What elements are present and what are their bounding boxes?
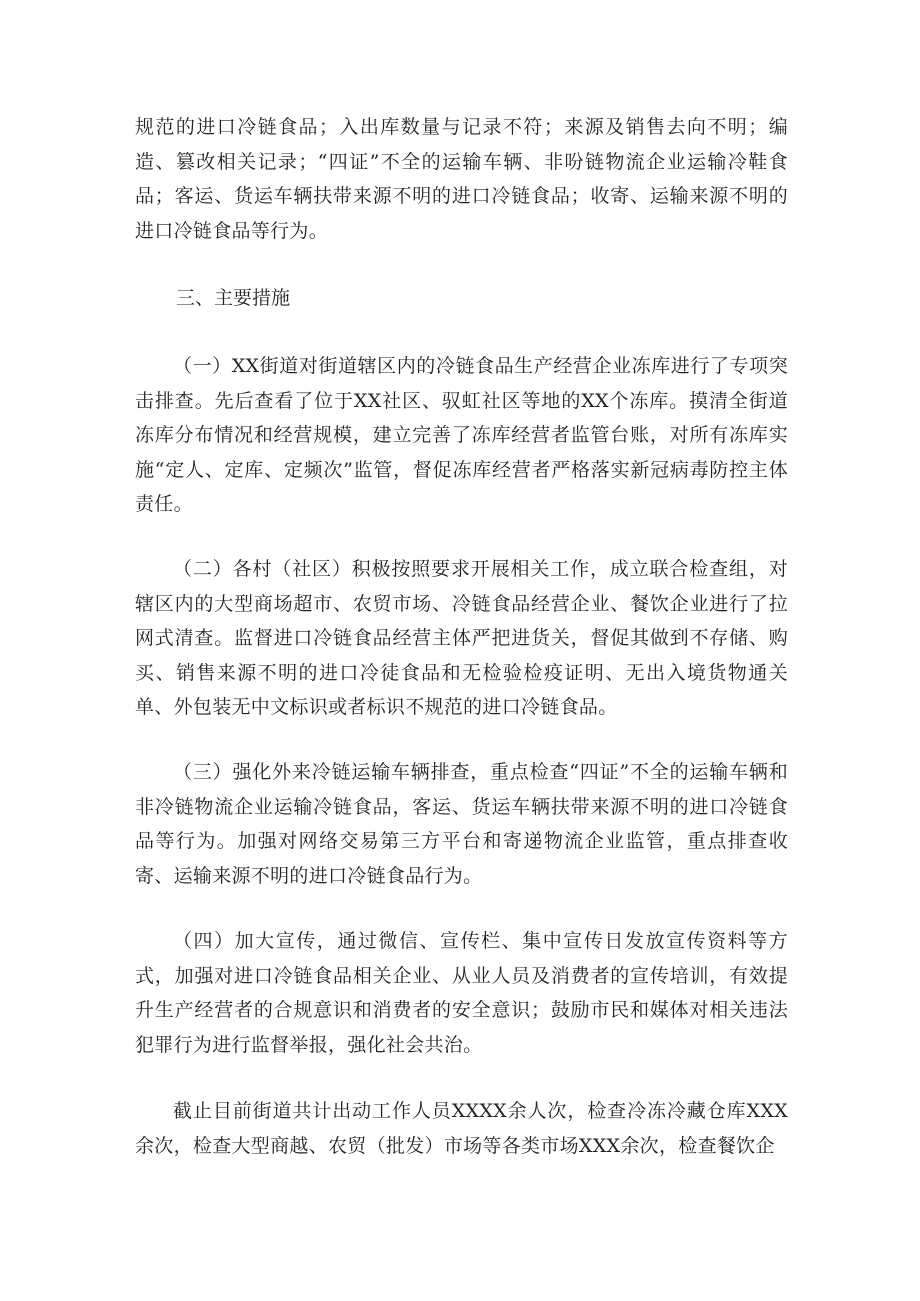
paragraph-continuation: 规范的进口冷链食品；入出库数量与记录不符；来源及销售去向不明；编造、篡改相关记录；“四证”不全的运输车辆、非吩链物流企业运输冷鞋食品；客运、货运车辆扶带来源不明的进口冷链食品；收寄、运输来源不明的进口冷链食品等行为。	[135, 116, 788, 242]
paragraph-measure-1: （一）XX街道对街道辖区内的冷链食品生产经营企业冻库进行了专项突击排查。先后查看了位于XX社区、驭虹社区等地的XX个冻库。摸清全街道冻库分布情况和经营规模，建立完善了冻库经营者监管台账，对所有冻库实施“定人、定库、定频次”监管，督促冻库经营者严格落实新冠病毒防控主体责任。	[135, 355, 788, 515]
paragraph-measure-3: （三）强化外来冷链运输车辆排查，重点检查“四证”不全的运输车辆和非冷链物流企业运输冷链食品，客运、货运车辆扶带来源不明的进口冷链食品等行为。加强对网络交易第三方平台和寄递物流企业监管，重点排查收寄、运输来源不明的进口冷链食品行为。	[135, 761, 788, 887]
paragraph-measure-2: （二）各村（社区）积极按照要求开展相关工作，成立联合检查组，对辖区内的大型商场超市、农贸市场、冷链食品经营企业、餐饮企业进行了拉网式清查。监督进口冷链食品经营主体严把进货关，督促其做到不存储、购买、销售来源不明的进口冷徒食品和无检验检疫证明、无出入境货物通关单、外包装无中文标识或者标识不规范的进口冷链食品。	[135, 558, 788, 718]
section-heading: 三、主要措施	[176, 287, 291, 309]
paragraph-measure-4: （四）加大宣传，通过微信、宣传栏、集中宣传日发放宣传资料等方式，加强对进口冷链食品相关企业、从业人员及消费者的宣传培训，有效提升生产经营者的合规意识和消费者的安全意识；鼓励市民和媒体对相关违法犯罪行为进行监督举报，强化社会共治。	[135, 930, 788, 1056]
paragraph-summary: 截止目前街道共计出动工作人员XXXX余人次，检查冷冻冷藏仓库XXX余次，检查大型商越、农贸（批发）市场等各类市场XXX余次，检查餐饮企	[135, 1100, 788, 1157]
